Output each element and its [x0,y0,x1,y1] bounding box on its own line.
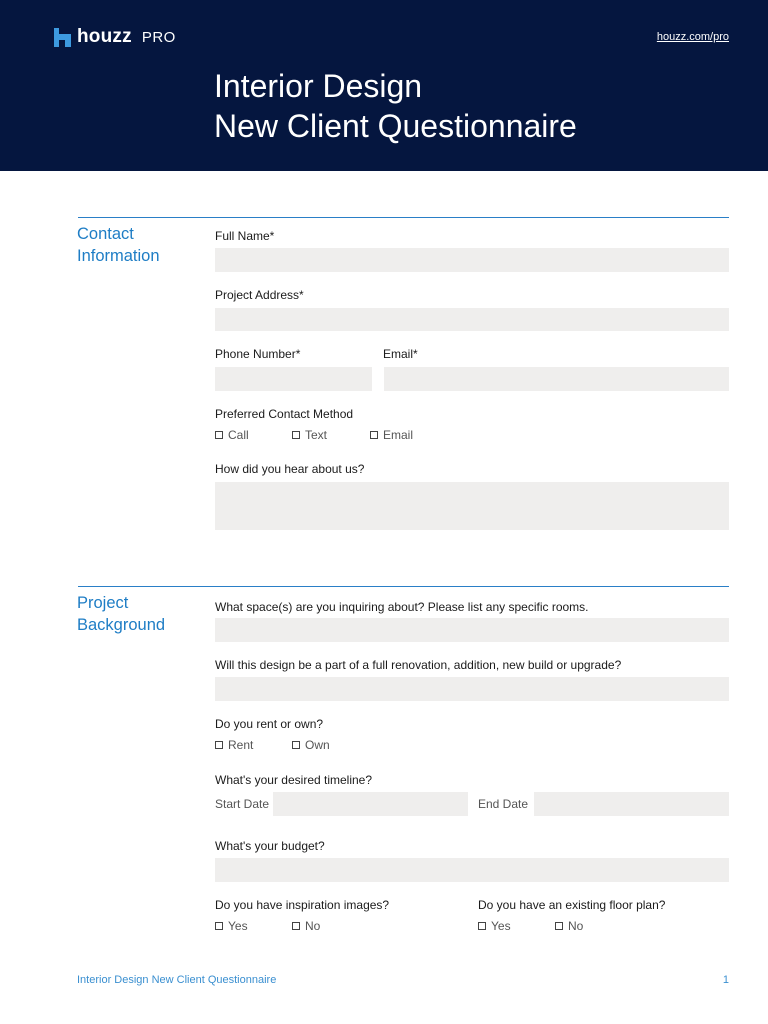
start-date-label: Start Date [215,797,270,811]
checkbox-inspiration-no[interactable]: No [292,919,320,933]
checkbox-icon [478,922,486,930]
checkbox-icon [215,741,223,749]
phone-number-label: Phone Number* [215,347,301,361]
page-title [214,66,577,146]
hear-about-field[interactable] [215,482,729,530]
page-number: 1 [722,974,729,986]
houzz-pro-logo[interactable] [54,26,176,48]
email-field[interactable] [384,367,729,391]
section-title-contact: Contact Information [77,225,160,265]
end-date-label: End Date [478,797,529,811]
email-label: Email* [383,347,418,361]
checkbox-icon [215,922,223,930]
checkbox-icon [292,922,300,930]
logo-suffix: PRO [141,28,176,46]
title-line-1: Interior Design [214,68,423,104]
title-line-2: New Client Questionnaire [214,108,577,144]
full-name-field[interactable] [215,248,729,272]
checkbox-icon [370,431,378,439]
spaces-field[interactable] [215,618,729,642]
section-divider [78,217,729,218]
inspiration-label: Do you have inspiration images? [215,898,390,912]
contact-method-label: Preferred Contact Method [215,407,354,421]
budget-label: What's your budget? [215,839,325,853]
floor-plan-label: Do you have an existing floor plan? [478,898,666,912]
checkbox-icon [292,741,300,749]
rent-own-label: Do you rent or own? [215,717,324,731]
hear-about-label: How did you hear about us? [215,462,365,476]
checkbox-text[interactable]: Text [292,428,327,442]
budget-field[interactable] [215,858,729,882]
timeline-label: What's your desired timeline? [215,773,373,787]
checkbox-icon [555,922,563,930]
checkbox-call[interactable]: Call [215,428,249,442]
checkbox-icon [215,431,223,439]
checkbox-email[interactable]: Email [370,428,413,442]
spaces-label: What space(s) are you inquiring about? Please list any specific rooms. [215,600,589,614]
header-banner [0,0,768,171]
checkbox-rent[interactable]: Rent [215,738,253,752]
houzz-h-icon [54,28,71,47]
project-address-field[interactable] [215,308,729,331]
houzz-pro-link[interactable]: houzz.com/pro [656,31,729,43]
full-name-label: Full Name* [215,229,275,243]
phone-number-field[interactable] [215,367,372,391]
logo-wordmark: houzz [77,26,132,47]
end-date-field[interactable] [534,792,729,816]
checkbox-own[interactable]: Own [292,738,330,752]
checkbox-floorplan-no[interactable]: No [555,919,583,933]
checkbox-floorplan-yes[interactable]: Yes [478,919,511,933]
checkbox-inspiration-yes[interactable]: Yes [215,919,248,933]
design-type-label: Will this design be a part of a full renovation, addition, new build or upgrade? [215,658,622,672]
start-date-field[interactable] [273,792,468,816]
footer-doc-title: Interior Design New Client Questionnaire [77,974,277,986]
checkbox-icon [292,431,300,439]
project-address-label: Project Address* [215,288,304,302]
section-divider [78,586,729,587]
design-type-field[interactable] [215,677,729,701]
section-title-project: Project Background [77,594,166,634]
